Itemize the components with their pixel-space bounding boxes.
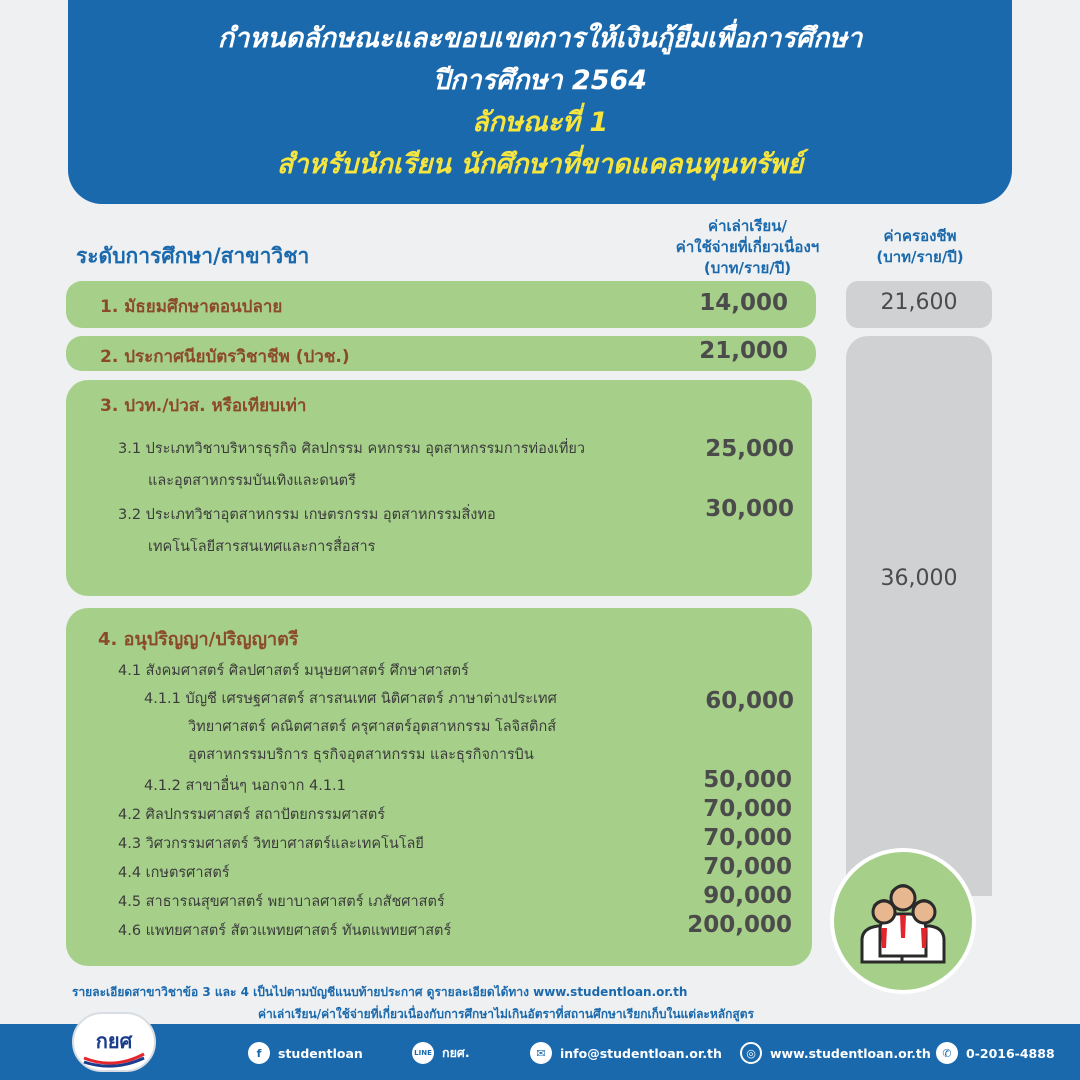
- living-box-shared: [846, 336, 992, 896]
- footer-phone[interactable]: [936, 1042, 1055, 1064]
- row-4-5: 4.5 สาธารณสุขศาสตร์ พยาบาลศาสตร์ เภสัชศาสตร์: [118, 894, 445, 910]
- footer-web[interactable]: [740, 1042, 931, 1064]
- logo-mark: [74, 1014, 154, 1070]
- mail-icon: ✉: [530, 1042, 552, 1064]
- row-4-2-tuition: 70,000: [703, 796, 792, 822]
- tuition-column-header: [655, 216, 840, 279]
- header-target: สำหรับนักเรียน นักศึกษาที่ขาดแคลนทุนทรัพย์: [276, 149, 804, 180]
- living-value-1: 21,600: [880, 290, 958, 315]
- row-vocational-cert-label: 2. ประกาศนียบัตรวิชาชีพ (ปวช.): [100, 347, 350, 367]
- living-header-line2: (บาท/ราย/ปี): [876, 248, 964, 266]
- row-3-1-line1: 3.1 ประเภทวิชาบริหารธุรกิจ ศิลปกรรม คหกรรม อุตสาหกรรมการท่องเที่ยว: [118, 441, 586, 457]
- note-tuition: ค่าเล่าเรียน/ค่าใช้จ่ายที่เกี่ยวเนื่องกับการศึกษาไม่เกินอัตราที่สถานศึกษาเรียกเก็บในแต่ละหลักสูตร: [258, 1007, 754, 1021]
- row-3-1-tuition: 25,000: [705, 436, 794, 462]
- row-4-3-tuition: 70,000: [703, 825, 792, 851]
- row-3-2-line1: 3.2 ประเภทวิชาอุตสาหกรรม เกษตรกรรม อุตสาหกรรมสิ่งทอ: [118, 507, 496, 523]
- row-4-1: 4.1 สังคมศาสตร์ ศิลปศาสตร์ มนุษยศาสตร์ ศึกษาศาสตร์: [118, 663, 469, 679]
- note-detail: รายละเอียดสาขาวิชาข้อ 3 และ 4 เป็นไปตามบัญชีแนบท้ายประกาศ ดูรายละเอียดได้ทาง www.studentloan.or.th: [72, 985, 688, 999]
- row-3-1-line2: และอุตสาหกรรมบันเทิงและดนตรี: [148, 473, 356, 489]
- row-upper-secondary-tuition: 14,000: [699, 290, 788, 316]
- living-column-header: [850, 226, 990, 268]
- living-header-line1: ค่าครองชีพ: [883, 227, 957, 245]
- footer-line-text: กยศ.: [442, 1045, 470, 1060]
- row-4-1-1-line3: อุตสาหกรรมบริการ ธุรกิจอุตสาหกรรม และธุรกิจการบิน: [188, 747, 534, 763]
- row-4-6: 4.6 แพทยศาสตร์ สัตวแพทยศาสตร์ ทันตแพทยศาสตร์: [118, 923, 452, 939]
- header-banner: [68, 0, 1012, 204]
- row-4-4: 4.4 เกษตรศาสตร์: [118, 865, 230, 881]
- logo: [72, 1012, 156, 1072]
- living-value-shared: 36,000: [880, 566, 958, 591]
- row-4-5-tuition: 90,000: [703, 883, 792, 909]
- row-4-1-1-line1: 4.1.1 บัญชี เศรษฐศาสตร์ สารสนเทศ นิติศาสตร์ ภาษาต่างประเทศ: [144, 691, 557, 707]
- row-upper-secondary-label: 1. มัธยมศึกษาตอนปลาย: [100, 297, 283, 317]
- header-type: ลักษณะที่ 1: [471, 107, 609, 138]
- level-column-header: ระดับการศึกษา/สาขาวิชา: [76, 244, 310, 268]
- footer-email-text: info@studentloan.or.th: [560, 1045, 722, 1061]
- footer-facebook[interactable]: [248, 1042, 363, 1064]
- row-3-2-line2: เทคโนโลยีสารสนเทศและการสื่อสาร: [148, 539, 376, 555]
- logo-text: กยศ: [95, 1029, 133, 1053]
- row-4-1-2-tuition: 50,000: [703, 767, 792, 793]
- row-vocational-cert-tuition: 21,000: [699, 338, 788, 364]
- facebook-icon: f: [248, 1042, 270, 1064]
- line-icon: LINE: [412, 1042, 434, 1064]
- people-illustration: [830, 848, 976, 994]
- tuition-header-line1: ค่าเล่าเรียน/: [708, 217, 787, 235]
- row-4-1-1-line2: วิทยาศาสตร์ คณิตศาสตร์ ครุศาสตร์อุตสาหกรรม โลจิสติกส์: [188, 719, 557, 735]
- header-title: กำหนดลักษณะและขอบเขตการให้เงินกู้ยืมเพื่อการศึกษา: [217, 23, 863, 54]
- row-4-1-2: 4.1.2 สาขาอื่นๆ นอกจาก 4.1.1: [144, 778, 346, 794]
- row-4-6-tuition: 200,000: [687, 912, 792, 938]
- footer-web-text: www.studentloan.or.th: [770, 1045, 931, 1061]
- row-3-2-tuition: 30,000: [705, 496, 794, 522]
- row-degree-label: 4. อนุปริญญา/ปริญญาตรี: [98, 629, 299, 650]
- row-4-4-tuition: 70,000: [703, 854, 792, 880]
- row-4-2: 4.2 ศิลปกรรมศาสตร์ สถาปัตยกรรมศาสตร์: [118, 807, 386, 823]
- tuition-header-line3: (บาท/ราย/ปี): [703, 259, 792, 277]
- phone-icon: ✆: [936, 1042, 958, 1064]
- header-year: ปีการศึกษา 2564: [432, 65, 648, 96]
- row-higher-vocational-label: 3. ปวท./ปวส. หรือเทียบเท่า: [100, 396, 307, 416]
- footer-line[interactable]: [412, 1042, 470, 1064]
- footer-facebook-text: studentloan: [278, 1045, 363, 1061]
- footer-email[interactable]: [530, 1042, 722, 1064]
- globe-icon: ◎: [740, 1042, 762, 1064]
- footer-phone-text: 0-2016-4888: [966, 1045, 1055, 1061]
- tuition-header-line2: ค่าใช้จ่ายที่เกี่ยวเนื่องฯ: [675, 238, 820, 256]
- people-icon: [834, 852, 972, 990]
- row-4-1-1-tuition: 60,000: [705, 688, 794, 714]
- row-4-3: 4.3 วิศวกรรมศาสตร์ วิทยาศาสตร์และเทคโนโลยี: [118, 836, 424, 852]
